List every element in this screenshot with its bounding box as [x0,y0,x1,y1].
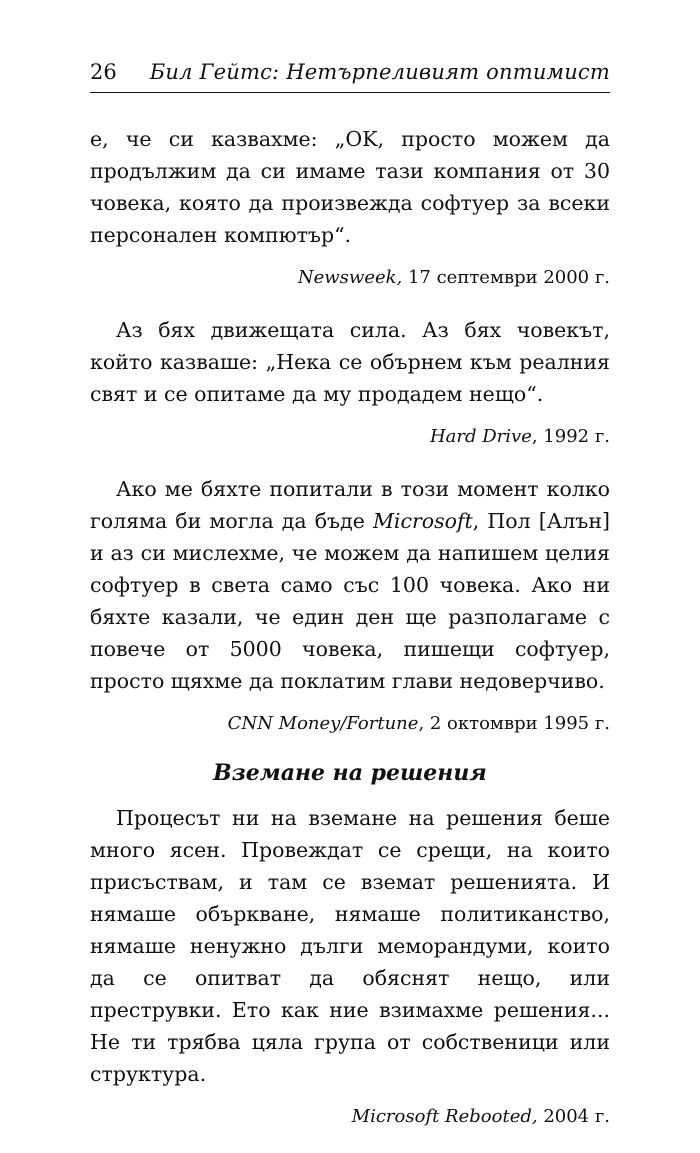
source-publication: CNN Money/Fortune [227,713,419,734]
book-page [90,60,610,1153]
source-publication: Hard Drive [429,426,532,447]
quote-paragraph: е, че си казвахме: „OK, просто можем да продължим да си имаме тази компания от 30 човека, която да произвежда софтуер за всеки персонален компютър“. [90,127,610,247]
source-publication: Newsweek, [297,267,403,288]
running-title: Бил Гейтс: Нетърпеливият оптимист [149,60,610,84]
running-head [90,60,610,93]
quote-source [90,713,610,734]
section-heading: Вземане на решения [213,760,487,786]
quote-source [90,1106,610,1127]
quote-text: , Пол [Алън] и аз си мислехме, че можем да напишем целия софтуер в света само със 100 човека. Ако ни бяхте казали, че един ден ще разполагаме с повече от 5000 човека, пишещи софтуер, просто щяхме да поклатим глави недоверчиво. [90,509,610,693]
source-publication: Microsoft Rebooted, [351,1106,538,1127]
quote-source [90,267,610,288]
quote-source [90,426,610,447]
page-number: 26 [90,60,117,84]
quote-text: Ако ме бяхте попитали в този момент колко голяма би могла да бъде [90,477,610,533]
quote-paragraph [90,473,610,697]
source-date: 2004 г. [537,1106,610,1127]
source-date: , 2 октомври 1995 г. [418,713,610,734]
company-name: Microsoft [372,509,473,533]
source-date: 17 септември 2000 г. [402,267,610,288]
source-date: , 1992 г. [531,426,610,447]
quote-paragraph: Аз бях движещата сила. Аз бях човекът, който казваше: „Нека се обърнем към реалния свят и се опитаме да му продадем нещо“. [90,318,610,406]
quote-paragraph: Процесът ни на вземане на решения беше много ясен. Провеждат се срещи, на които присъствам, и там се вземат решенията. И нямаше объркване, нямаше политиканство, нямаше ненужно дълги меморандуми, които да се опитват да обяснят нещо, или преструвки. Ето как ние взимахме решения... Не ти трябва цяла група от собственици или структура. [90,806,610,1086]
